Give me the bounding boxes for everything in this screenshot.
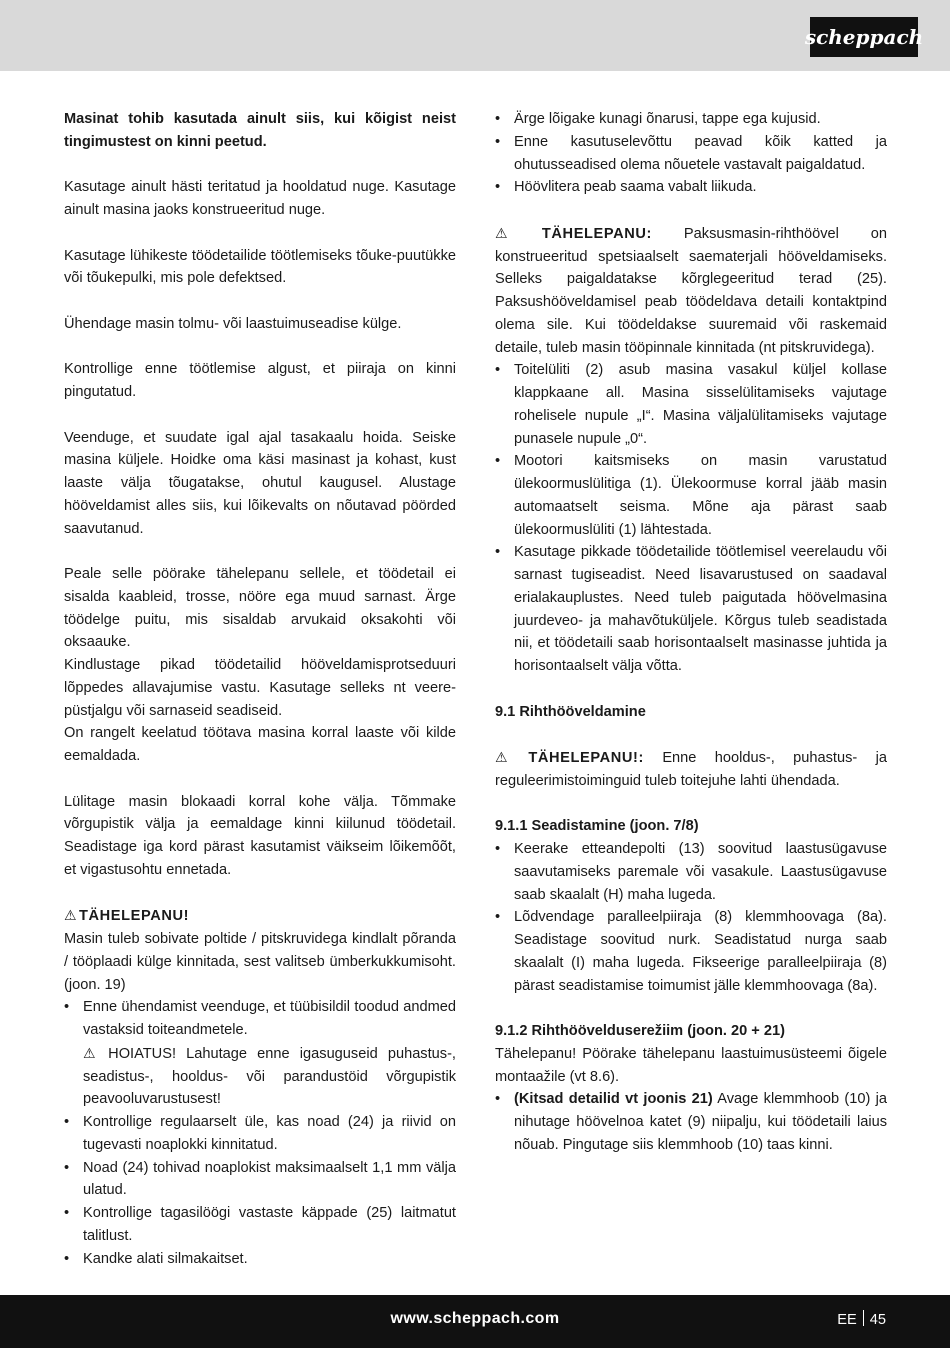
list-item: • Ärge lõigake kunagi õnarusi, tappe ega kujusid.	[495, 108, 887, 131]
list-item: • Toitelüliti (2) asub masina vasakul küljel kollase klappkaane all. Masina sisselülitamiseks vajutage rohelisele nupule „I“. Masina väljalülitamiseks vajutage punasele nupule „0“.	[495, 359, 887, 450]
warning-text: Paksusmasin-rihthöövel on konstrueeritud spetsiaalselt saematerjali hööveldamiseks. Selleks paigaldatakse kõrglegeeritud terad (25). Paksushööveldamisel peab töödeldava detaili kontaktpind olema sile. Kui töödeldakse suuremaid või raskemaid detaile, tuleb masin tööpinnale kinnitada (nt pitskruvidega).	[495, 225, 887, 356]
section-heading-9-1: 9.1 Rihthööveldamine	[495, 703, 646, 720]
left-paragraph-6: Veenduge, et suudate igal ajal tasakaalu hoida. Seiske masina küljele. Hoidke oma käsi masinast ja kohast, kust laaste välja tõugatakse, ohutul kaugusel. Alustage höövеldamist alles siis, kui lõikevalts on nõutavad pöörded saavutanud.	[64, 429, 456, 537]
left-column	[64, 108, 456, 1270]
list-item: • Lõdvendage paralleelpiiraja (8) klemmhoovaga (8a). Seadistage soovitud nurk. Seadistatud nurga saab skaalalt (I) maha lugeda. Fikseerige paralleelpiiraja (8) pärast seadistamise toimumist jälle klemmhoovaga (8a).	[495, 906, 887, 997]
list-item-bold-text: (Kitsad detailid vt joonis 21)	[514, 1091, 713, 1108]
right-warning-1	[495, 222, 887, 360]
footer-bar	[0, 1295, 950, 1348]
left-paragraph-1: Masinat tohib kasutada ainult siis, kui kõigist neist tingimustest on kinni peetud.	[64, 111, 456, 150]
warning-triangle-icon: ⚠	[495, 224, 508, 241]
right-911-bullet-list	[495, 838, 887, 997]
left-bullet-list	[64, 996, 456, 1270]
list-item: • Kasutage pikkade töödetailide töötlemisel veerelaudu või sarnast tugiseadist. Need lisavarustused on saadaval erialakauplustes. Need tuleb paigutada höövelmasina juurdeveo- ja mahavõtuküljele. Kõrgus tuleb seadistada nii, et töödetaili saab horisontaalselt masinasse juhtida ja horisontaalselt välja võtta.	[495, 541, 887, 678]
language-code: EE	[837, 1312, 857, 1328]
list-item: • Kontrollige tagasilöögi vastaste käppade (25) laitmatut talitlust.	[64, 1202, 456, 1248]
right-mid-bullet-list	[495, 359, 887, 678]
section-heading-9-1-2: 9.1.2 Rihthöövelduserežiim (joon. 20 + 21)	[495, 1023, 785, 1039]
page-number: 45	[869, 1312, 886, 1328]
section-heading-9-1-1: 9.1.1 Seadistamine (joon. 7/8)	[495, 818, 699, 835]
warning-triangle-icon: ⚠	[495, 749, 508, 765]
list-item: • Noad (24) tohivad noaplokist maksimaalselt 1,1 mm välja ulatud.	[64, 1157, 456, 1203]
warning-triangle-icon: ⚠	[83, 1044, 96, 1061]
left-paragraph-9: On rangelt keelatud töötava masina korral laaste või kilde eemaldada.	[64, 725, 456, 764]
list-item: • Kandke alati silmakaitset.	[64, 1248, 456, 1271]
hoiatus-text: HOIATUS! Lahutage enne igasuguseid puhastus-, seadistus-, hooldus- või parandustöid võrgupistik peavooluvarustusest!	[83, 1045, 456, 1108]
left-paragraph-3: Kasutage lühikeste töödetailide töötlemiseks tõuke-puutükke või tõukepulki, mis pole defektsed.	[64, 247, 456, 287]
left-paragraph-2: Kasutage ainult hästi teritatud ja hooldatud nuge. Kasutage ainult masina jaoks konstrueeritud nuge.	[64, 179, 456, 218]
right-warning-2	[495, 746, 887, 793]
warning-title: TÄHELEPANU:	[541, 225, 653, 242]
left-paragraph-8: Kindlustage pikad töödetailid hööveldamisprotseduuri lõppedes allavajumise vastu. Kasutage selleks nt veere-püstjalgu või sarnaseid seadiseid.	[64, 657, 456, 719]
right-paragraph-912: Tähelepanu! Pöörake tähelepanu laastuimusüsteemi õigele montaažile (vt 8.6).	[495, 1045, 887, 1085]
page-indicator	[837, 1310, 886, 1328]
header-band	[0, 0, 950, 71]
left-warning-text: Masin tuleb sobivate poltide / pitskruvidega kindlalt põranda / tööplaadi külge kinnitada, sest valitseb ümberkukkumisoht. (joon. 19)	[64, 931, 456, 993]
divider	[863, 1310, 864, 1326]
left-paragraph-4: Ühendage masin tolmu- või laastuimuseadise külge.	[64, 315, 402, 332]
warning-triangle-icon: ⚠	[64, 907, 77, 924]
left-paragraph-7: Peale selle pöörake tähelepanu sellele, et töödetail ei sisalda kaableid, trosse, nööre ega muud sarnast. Ärge töödelge puitu, mis sisaldab arvukaid oksakohti või oksaauke.	[64, 566, 456, 651]
scheppach-logo: scheppach	[810, 17, 918, 57]
list-item: • Höövlitera peab saama vabalt liikuda.	[495, 176, 887, 199]
left-warning-heading	[64, 904, 456, 928]
list-item: • Mootori kaitsmiseks on masin varustatud ülekoormuslülitiga (1). Ülekoormuse korral jääb masin automaatselt seisma. Mõne aja pärast saab ülekoormuslüliti (1) lähtestada.	[495, 450, 887, 541]
warning-text: Enne hooldus-, puhastus- ja reguleerimistoiminguid tuleb toitejuhe lahti ühendada.	[495, 750, 887, 789]
list-item: • Keerake etteandepolti (13) soovitud laastusügavuse saavutamiseks paremale või vasakule. Laastusügavuse saab skaalalt (H) maha lugeda.	[495, 838, 887, 906]
list-item: • Kontrollige regulaarselt üle, kas noad (24) ja riivid on tugevasti noaplokki kinnitatud.	[64, 1111, 456, 1157]
right-column	[495, 108, 887, 1157]
list-item: • Enne kasutuselevõttu peavad kõik katted ja ohutusseadised olema nõuetele vastavalt paigaldatud.	[495, 131, 887, 177]
right-top-bullet-list	[495, 108, 887, 199]
list-item	[64, 996, 456, 1111]
list-item-text: Enne ühendamist veenduge, et tüübisildil toodud andmed vastaksid toiteandmetele.	[83, 999, 456, 1038]
list-item-text: Avage klemmhoob (10) ja nihutage höövelnoa katet (9) niipalju, kui töödetaili laius nõuab. Pingutage siis klemmhoob (10) taas kinni.	[514, 1091, 888, 1153]
left-paragraph-5: Kontrollige enne töötlemise algust, et piiraja on kinni pingutatud.	[64, 361, 456, 400]
warning-title: TÄHELEPANU!:	[528, 750, 644, 766]
warning-title: TÄHELEPANU!	[79, 908, 190, 925]
footer-url[interactable]: www.scheppach.com	[390, 1310, 560, 1327]
list-item	[495, 1088, 887, 1156]
left-paragraph-10: Lülitage masin blokaadi korral kohe välja. Tõmmake võrgupistik välja ja eemaldage kinni kiilunud töödetail. Seadistage iga kord pärast kasutamist väikseim lõikemõõt, et vigastusohtu ennetada.	[64, 793, 456, 878]
right-912-bullet-list	[495, 1088, 887, 1156]
